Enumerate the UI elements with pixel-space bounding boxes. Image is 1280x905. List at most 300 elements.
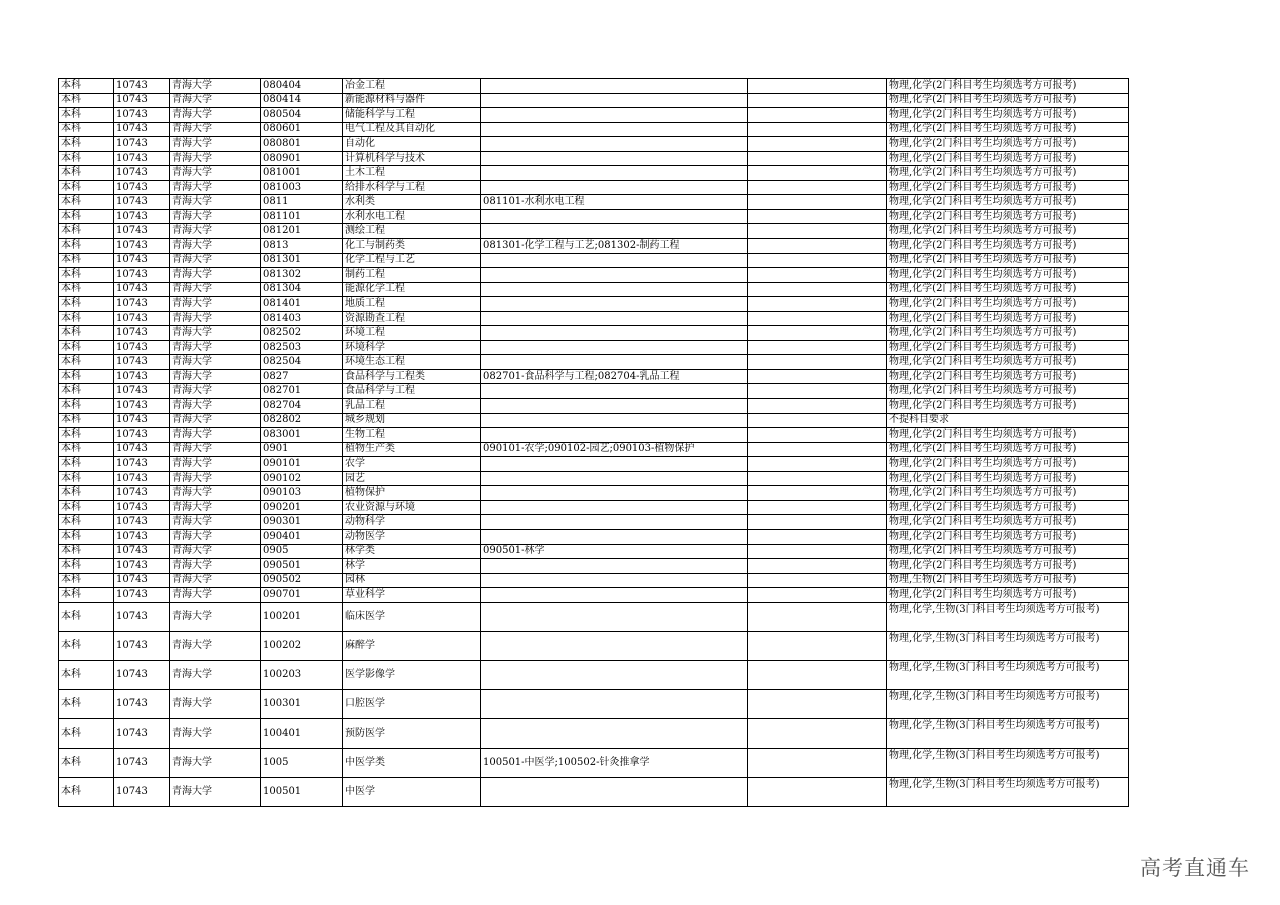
major-name-cell: 中医学类: [343, 748, 481, 777]
note-cell: [748, 529, 887, 544]
major-code-cell: 080901: [261, 151, 343, 166]
table-row: [59, 282, 1129, 297]
major-code-cell: 1005: [261, 748, 343, 777]
major-name-cell: 临床医学: [343, 602, 481, 631]
level-cell: 本科: [59, 137, 114, 152]
major-name-cell: 冶金工程: [343, 79, 481, 94]
school-name-cell: 青海大学: [170, 471, 261, 486]
table-row: [59, 748, 1129, 777]
school-code-cell: 10743: [114, 93, 170, 108]
subject-requirement-cell: 物理,化学(2门科目考生均须选考方可报考): [887, 486, 1129, 501]
subject-requirement-cell: 物理,化学,生物(3门科目考生均须选考方可报考): [887, 748, 1129, 777]
major-code-cell: 090701: [261, 588, 343, 603]
major-name-cell: 林学: [343, 559, 481, 574]
level-cell: 本科: [59, 355, 114, 370]
level-cell: 本科: [59, 529, 114, 544]
major-code-cell: 080601: [261, 122, 343, 137]
major-name-cell: 环境工程: [343, 326, 481, 341]
level-cell: 本科: [59, 369, 114, 384]
subject-requirement-cell: 物理,化学(2门科目考生均须选考方可报考): [887, 399, 1129, 414]
school-name-cell: 青海大学: [170, 93, 261, 108]
table-row: [59, 297, 1129, 312]
school-code-cell: 10743: [114, 384, 170, 399]
level-cell: 本科: [59, 515, 114, 530]
school-code-cell: 10743: [114, 166, 170, 181]
level-cell: 本科: [59, 777, 114, 806]
major-code-cell: 082701: [261, 384, 343, 399]
level-cell: 本科: [59, 253, 114, 268]
school-name-cell: 青海大学: [170, 209, 261, 224]
included-majors-cell: 081301-化学工程与工艺;081302-制药工程: [481, 239, 748, 254]
subject-requirement-cell: 物理,化学,生物(3门科目考生均须选考方可报考): [887, 719, 1129, 748]
note-cell: [748, 209, 887, 224]
table-row: [59, 108, 1129, 123]
major-name-cell: 化工与制药类: [343, 239, 481, 254]
table-row: [59, 690, 1129, 719]
table-row: [59, 195, 1129, 210]
major-name-cell: 植物生产类: [343, 442, 481, 457]
school-code-cell: 10743: [114, 471, 170, 486]
school-code-cell: 10743: [114, 559, 170, 574]
included-majors-cell: [481, 719, 748, 748]
table-row: [59, 239, 1129, 254]
school-code-cell: 10743: [114, 413, 170, 428]
note-cell: [748, 777, 887, 806]
major-code-cell: 081003: [261, 180, 343, 195]
school-name-cell: 青海大学: [170, 224, 261, 239]
note-cell: [748, 340, 887, 355]
note-cell: [748, 690, 887, 719]
school-code-cell: 10743: [114, 137, 170, 152]
major-name-cell: 水利水电工程: [343, 209, 481, 224]
included-majors-cell: [481, 297, 748, 312]
note-cell: [748, 180, 887, 195]
major-name-cell: 环境科学: [343, 340, 481, 355]
table-row: [59, 369, 1129, 384]
included-majors-cell: [481, 486, 748, 501]
major-code-cell: 090401: [261, 529, 343, 544]
note-cell: [748, 573, 887, 588]
major-code-cell: 081301: [261, 253, 343, 268]
included-majors-cell: [481, 180, 748, 195]
table-row: [59, 457, 1129, 472]
major-name-cell: 资源勘查工程: [343, 311, 481, 326]
table-row: [59, 719, 1129, 748]
subject-requirement-cell: 物理,化学(2门科目考生均须选考方可报考): [887, 224, 1129, 239]
level-cell: 本科: [59, 166, 114, 181]
included-majors-cell: 081101-水利水电工程: [481, 195, 748, 210]
major-name-cell: 植物保护: [343, 486, 481, 501]
subject-requirement-cell: 物理,化学(2门科目考生均须选考方可报考): [887, 79, 1129, 94]
school-name-cell: 青海大学: [170, 661, 261, 690]
school-code-cell: 10743: [114, 297, 170, 312]
table-row: [59, 559, 1129, 574]
major-name-cell: 自动化: [343, 137, 481, 152]
level-cell: 本科: [59, 79, 114, 94]
major-code-cell: 081304: [261, 282, 343, 297]
table-row: [59, 631, 1129, 660]
school-name-cell: 青海大学: [170, 544, 261, 559]
school-name-cell: 青海大学: [170, 108, 261, 123]
level-cell: 本科: [59, 661, 114, 690]
school-name-cell: 青海大学: [170, 369, 261, 384]
note-cell: [748, 413, 887, 428]
table-row: [59, 529, 1129, 544]
note-cell: [748, 311, 887, 326]
school-name-cell: 青海大学: [170, 602, 261, 631]
major-name-cell: 计算机科学与技术: [343, 151, 481, 166]
subject-requirement-cell: 物理,化学(2门科目考生均须选考方可报考): [887, 166, 1129, 181]
major-code-cell: 100501: [261, 777, 343, 806]
note-cell: [748, 224, 887, 239]
major-code-cell: 082503: [261, 340, 343, 355]
subject-requirement-cell: 物理,化学,生物(3门科目考生均须选考方可报考): [887, 602, 1129, 631]
school-name-cell: 青海大学: [170, 748, 261, 777]
table-row: [59, 588, 1129, 603]
level-cell: 本科: [59, 268, 114, 283]
level-cell: 本科: [59, 122, 114, 137]
major-name-cell: 预防医学: [343, 719, 481, 748]
note-cell: [748, 602, 887, 631]
note-cell: [748, 151, 887, 166]
included-majors-cell: [481, 399, 748, 414]
major-code-cell: 100202: [261, 631, 343, 660]
major-code-cell: 100203: [261, 661, 343, 690]
major-code-cell: 100201: [261, 602, 343, 631]
school-name-cell: 青海大学: [170, 384, 261, 399]
subject-requirement-cell: 物理,化学(2门科目考生均须选考方可报考): [887, 209, 1129, 224]
included-majors-cell: [481, 311, 748, 326]
subject-requirement-cell: 物理,化学(2门科目考生均须选考方可报考): [887, 195, 1129, 210]
school-code-cell: 10743: [114, 369, 170, 384]
subject-requirement-cell: 物理,化学(2门科目考生均须选考方可报考): [887, 253, 1129, 268]
school-name-cell: 青海大学: [170, 326, 261, 341]
major-code-cell: 0811: [261, 195, 343, 210]
major-name-cell: 草业科学: [343, 588, 481, 603]
major-code-cell: 090103: [261, 486, 343, 501]
subject-requirement-cell: 物理,化学(2门科目考生均须选考方可报考): [887, 180, 1129, 195]
major-name-cell: 化学工程与工艺: [343, 253, 481, 268]
level-cell: 本科: [59, 239, 114, 254]
major-code-cell: 081302: [261, 268, 343, 283]
level-cell: 本科: [59, 195, 114, 210]
included-majors-cell: [481, 573, 748, 588]
note-cell: [748, 559, 887, 574]
school-name-cell: 青海大学: [170, 195, 261, 210]
school-name-cell: 青海大学: [170, 79, 261, 94]
major-name-cell: 地质工程: [343, 297, 481, 312]
major-code-cell: 090301: [261, 515, 343, 530]
level-cell: 本科: [59, 602, 114, 631]
school-code-cell: 10743: [114, 79, 170, 94]
level-cell: 本科: [59, 588, 114, 603]
major-name-cell: 土木工程: [343, 166, 481, 181]
level-cell: 本科: [59, 209, 114, 224]
table-row: [59, 602, 1129, 631]
major-name-cell: 食品科学与工程: [343, 384, 481, 399]
level-cell: 本科: [59, 719, 114, 748]
school-code-cell: 10743: [114, 544, 170, 559]
level-cell: 本科: [59, 690, 114, 719]
level-cell: 本科: [59, 224, 114, 239]
major-name-cell: 制药工程: [343, 268, 481, 283]
school-code-cell: 10743: [114, 748, 170, 777]
table-row: [59, 777, 1129, 806]
included-majors-cell: [481, 457, 748, 472]
note-cell: [748, 428, 887, 443]
table-row: [59, 137, 1129, 152]
major-name-cell: 园艺: [343, 471, 481, 486]
subject-requirement-cell: 物理,化学(2门科目考生均须选考方可报考): [887, 355, 1129, 370]
major-code-cell: 080414: [261, 93, 343, 108]
included-majors-cell: 090501-林学: [481, 544, 748, 559]
note-cell: [748, 268, 887, 283]
subject-requirement-cell: 物理,化学(2门科目考生均须选考方可报考): [887, 369, 1129, 384]
level-cell: 本科: [59, 93, 114, 108]
major-code-cell: 080404: [261, 79, 343, 94]
included-majors-cell: [481, 268, 748, 283]
level-cell: 本科: [59, 180, 114, 195]
included-majors-cell: [481, 413, 748, 428]
note-cell: [748, 486, 887, 501]
level-cell: 本科: [59, 457, 114, 472]
school-code-cell: 10743: [114, 515, 170, 530]
school-name-cell: 青海大学: [170, 253, 261, 268]
subject-requirement-cell: 物理,生物(2门科目考生均须选考方可报考): [887, 573, 1129, 588]
included-majors-cell: [481, 79, 748, 94]
school-code-cell: 10743: [114, 151, 170, 166]
major-code-cell: 082802: [261, 413, 343, 428]
major-name-cell: 林学类: [343, 544, 481, 559]
note-cell: [748, 137, 887, 152]
school-code-cell: 10743: [114, 253, 170, 268]
table-row: [59, 209, 1129, 224]
table-row: [59, 471, 1129, 486]
major-code-cell: 080801: [261, 137, 343, 152]
included-majors-cell: [481, 355, 748, 370]
subject-requirement-cell: 物理,化学(2门科目考生均须选考方可报考): [887, 311, 1129, 326]
note-cell: [748, 471, 887, 486]
school-code-cell: 10743: [114, 486, 170, 501]
school-code-cell: 10743: [114, 588, 170, 603]
major-code-cell: 083001: [261, 428, 343, 443]
subject-requirement-cell: 物理,化学(2门科目考生均须选考方可报考): [887, 515, 1129, 530]
major-code-cell: 081101: [261, 209, 343, 224]
school-name-cell: 青海大学: [170, 442, 261, 457]
level-cell: 本科: [59, 428, 114, 443]
major-code-cell: 081201: [261, 224, 343, 239]
table-row: [59, 399, 1129, 414]
school-code-cell: 10743: [114, 326, 170, 341]
major-code-cell: 0827: [261, 369, 343, 384]
table-row: [59, 355, 1129, 370]
major-code-cell: 081401: [261, 297, 343, 312]
school-code-cell: 10743: [114, 631, 170, 660]
table-row: [59, 166, 1129, 181]
major-name-cell: 麻醉学: [343, 631, 481, 660]
major-code-cell: 080504: [261, 108, 343, 123]
major-code-cell: 090502: [261, 573, 343, 588]
major-code-cell: 100301: [261, 690, 343, 719]
school-name-cell: 青海大学: [170, 529, 261, 544]
included-majors-cell: 090101-农学;090102-园艺;090103-植物保护: [481, 442, 748, 457]
level-cell: 本科: [59, 573, 114, 588]
major-name-cell: 中医学: [343, 777, 481, 806]
table-row: [59, 311, 1129, 326]
level-cell: 本科: [59, 282, 114, 297]
school-code-cell: 10743: [114, 355, 170, 370]
school-name-cell: 青海大学: [170, 719, 261, 748]
included-majors-cell: 100501-中医学;100502-针灸推拿学: [481, 748, 748, 777]
subject-requirement-cell: 物理,化学(2门科目考生均须选考方可报考): [887, 457, 1129, 472]
major-name-cell: 电气工程及其自动化: [343, 122, 481, 137]
level-cell: 本科: [59, 631, 114, 660]
subject-requirement-cell: 不提科目要求: [887, 413, 1129, 428]
major-name-cell: 能源化学工程: [343, 282, 481, 297]
school-name-cell: 青海大学: [170, 355, 261, 370]
table-row: [59, 544, 1129, 559]
included-majors-cell: [481, 515, 748, 530]
table-row: [59, 224, 1129, 239]
table-row: [59, 515, 1129, 530]
table-row: [59, 340, 1129, 355]
school-name-cell: 青海大学: [170, 777, 261, 806]
note-cell: [748, 588, 887, 603]
included-majors-cell: 082701-食品科学与工程;082704-乳品工程: [481, 369, 748, 384]
major-name-cell: 口腔医学: [343, 690, 481, 719]
note-cell: [748, 515, 887, 530]
school-name-cell: 青海大学: [170, 239, 261, 254]
included-majors-cell: [481, 340, 748, 355]
included-majors-cell: [481, 137, 748, 152]
subject-requirement-cell: 物理,化学(2门科目考生均须选考方可报考): [887, 559, 1129, 574]
included-majors-cell: [481, 108, 748, 123]
table-row: [59, 253, 1129, 268]
major-code-cell: 081001: [261, 166, 343, 181]
note-cell: [748, 79, 887, 94]
subject-requirement-cell: 物理,化学(2门科目考生均须选考方可报考): [887, 500, 1129, 515]
major-name-cell: 环境生态工程: [343, 355, 481, 370]
major-code-cell: 0905: [261, 544, 343, 559]
level-cell: 本科: [59, 297, 114, 312]
school-code-cell: 10743: [114, 399, 170, 414]
note-cell: [748, 500, 887, 515]
major-name-cell: 食品科学与工程类: [343, 369, 481, 384]
school-name-cell: 青海大学: [170, 690, 261, 719]
included-majors-cell: [481, 384, 748, 399]
included-majors-cell: [481, 588, 748, 603]
note-cell: [748, 631, 887, 660]
school-code-cell: 10743: [114, 311, 170, 326]
table-row: [59, 573, 1129, 588]
subject-requirement-cell: 物理,化学(2门科目考生均须选考方可报考): [887, 297, 1129, 312]
table-row: [59, 413, 1129, 428]
school-name-cell: 青海大学: [170, 268, 261, 283]
major-code-cell: 082704: [261, 399, 343, 414]
included-majors-cell: [481, 166, 748, 181]
included-majors-cell: [481, 93, 748, 108]
table-row: [59, 442, 1129, 457]
level-cell: 本科: [59, 399, 114, 414]
included-majors-cell: [481, 151, 748, 166]
school-code-cell: 10743: [114, 268, 170, 283]
included-majors-cell: [481, 690, 748, 719]
major-name-cell: 城乡规划: [343, 413, 481, 428]
included-majors-cell: [481, 471, 748, 486]
included-majors-cell: [481, 209, 748, 224]
level-cell: 本科: [59, 559, 114, 574]
table-row: [59, 326, 1129, 341]
subject-requirement-cell: 物理,化学(2门科目考生均须选考方可报考): [887, 282, 1129, 297]
school-code-cell: 10743: [114, 239, 170, 254]
school-code-cell: 10743: [114, 209, 170, 224]
school-name-cell: 青海大学: [170, 122, 261, 137]
level-cell: 本科: [59, 748, 114, 777]
school-name-cell: 青海大学: [170, 486, 261, 501]
table-row: [59, 151, 1129, 166]
major-code-cell: 082504: [261, 355, 343, 370]
table-row: [59, 428, 1129, 443]
note-cell: [748, 355, 887, 370]
note-cell: [748, 384, 887, 399]
school-name-cell: 青海大学: [170, 340, 261, 355]
school-name-cell: 青海大学: [170, 137, 261, 152]
subject-requirement-cell: 物理,化学(2门科目考生均须选考方可报考): [887, 239, 1129, 254]
major-code-cell: 090101: [261, 457, 343, 472]
school-name-cell: 青海大学: [170, 166, 261, 181]
table-body: [59, 79, 1129, 807]
note-cell: [748, 166, 887, 181]
major-name-cell: 医学影像学: [343, 661, 481, 690]
school-code-cell: 10743: [114, 428, 170, 443]
subject-requirement-cell: 物理,化学(2门科目考生均须选考方可报考): [887, 544, 1129, 559]
subject-requirement-cell: 物理,化学,生物(3门科目考生均须选考方可报考): [887, 777, 1129, 806]
major-code-cell: 0901: [261, 442, 343, 457]
school-code-cell: 10743: [114, 108, 170, 123]
school-code-cell: 10743: [114, 719, 170, 748]
table-row: [59, 486, 1129, 501]
major-code-cell: 0813: [261, 239, 343, 254]
subject-requirement-cell: 物理,化学(2门科目考生均须选考方可报考): [887, 137, 1129, 152]
school-name-cell: 青海大学: [170, 559, 261, 574]
major-code-cell: 081403: [261, 311, 343, 326]
note-cell: [748, 544, 887, 559]
subject-requirement-cell: 物理,化学(2门科目考生均须选考方可报考): [887, 151, 1129, 166]
major-name-cell: 农业资源与环境: [343, 500, 481, 515]
major-name-cell: 新能源材料与器件: [343, 93, 481, 108]
major-name-cell: 动物科学: [343, 515, 481, 530]
included-majors-cell: [481, 529, 748, 544]
included-majors-cell: [481, 631, 748, 660]
school-name-cell: 青海大学: [170, 282, 261, 297]
school-name-cell: 青海大学: [170, 297, 261, 312]
table-row: [59, 180, 1129, 195]
subject-requirement-cell: 物理,化学(2门科目考生均须选考方可报考): [887, 268, 1129, 283]
school-name-cell: 青海大学: [170, 151, 261, 166]
note-cell: [748, 108, 887, 123]
school-code-cell: 10743: [114, 180, 170, 195]
school-code-cell: 10743: [114, 602, 170, 631]
major-code-cell: 090102: [261, 471, 343, 486]
school-code-cell: 10743: [114, 661, 170, 690]
subject-requirement-cell: 物理,化学(2门科目考生均须选考方可报考): [887, 442, 1129, 457]
level-cell: 本科: [59, 544, 114, 559]
school-name-cell: 青海大学: [170, 399, 261, 414]
note-cell: [748, 748, 887, 777]
school-name-cell: 青海大学: [170, 457, 261, 472]
note-cell: [748, 399, 887, 414]
included-majors-cell: [481, 559, 748, 574]
